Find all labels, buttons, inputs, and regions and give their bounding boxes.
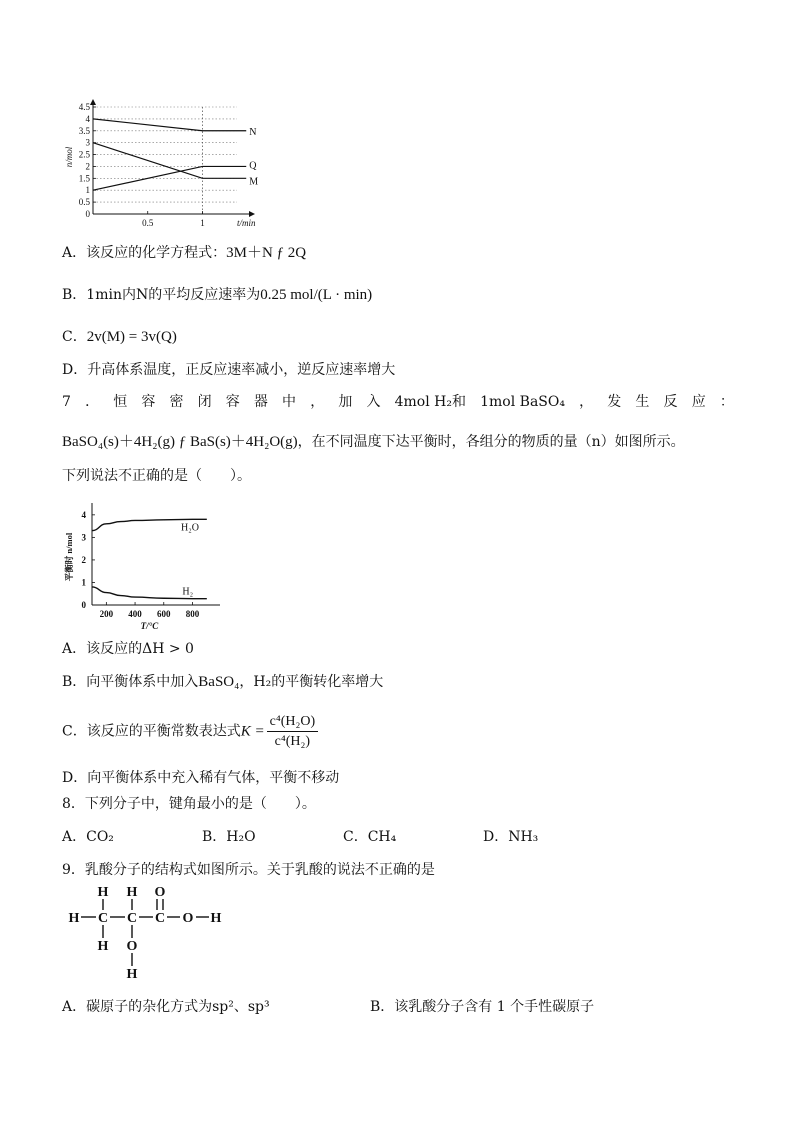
q7-c-text: C．该反应的平衡常数表达式 — [62, 723, 241, 740]
q7-stem-line1 — [62, 393, 734, 411]
q6-b-text: 1min内N的平均反应速率为 — [86, 287, 261, 303]
x-tick-label: 400 — [128, 609, 142, 619]
series-label-N: N — [249, 126, 257, 138]
q6-c-equation: 2v(M) = 3v(Q) — [86, 329, 177, 345]
y-tick-label: 1 — [85, 185, 90, 196]
y-axis-label: 平衡时 n/mol — [64, 532, 74, 582]
lactic-acid-structure — [64, 882, 234, 982]
y-tick-label: 4 — [81, 509, 86, 520]
y-tick-label: 1.5 — [78, 173, 90, 184]
y-tick-label: 3 — [85, 137, 90, 148]
q7-b-text2: ，H₂的平衡转化率增大 — [239, 674, 384, 690]
q8-option-a: A．CO₂ — [62, 829, 114, 845]
x-tick-label: 600 — [157, 609, 171, 619]
q7-stem-part: 恒 — [113, 394, 128, 410]
atom-h-top-1: H — [97, 885, 109, 900]
y-axis-arrow — [90, 99, 96, 105]
chart-n-vs-t — [62, 97, 272, 227]
x-tick-label: 1 — [200, 218, 205, 227]
q8-option-b: B．H₂O — [202, 829, 256, 845]
chart1-grid — [93, 107, 237, 214]
atom-c2: C — [126, 911, 138, 926]
q7-stem-part: 容 — [141, 394, 156, 410]
series-label-Q: Q — [249, 160, 257, 172]
bonds — [81, 899, 209, 966]
x-tick-label: 200 — [99, 609, 114, 619]
q7-c-k: K = — [240, 723, 265, 740]
series-label-H2: H₂ — [182, 586, 194, 598]
y-tick-label: 4 — [85, 113, 90, 124]
q6-option-a — [62, 244, 306, 262]
q6-option-c — [62, 328, 177, 346]
atom-h-hydroxyl: H — [126, 967, 138, 982]
y-tick-label: 2 — [81, 554, 86, 565]
y-tick-label: 0 — [81, 600, 86, 610]
q7-stem-part: ， — [310, 394, 325, 410]
q7-b-text: B．向平衡体系中加入 — [62, 674, 199, 690]
x-axis-arrow — [249, 211, 255, 217]
q7-stem-part: ： — [719, 394, 734, 410]
series-label-M: M — [249, 176, 259, 188]
q9-option-a: A．碳原子的杂化方式为sp²、sp³ — [62, 999, 270, 1015]
atom-h-left: H — [68, 911, 80, 926]
y-tick-label: 0 — [85, 209, 90, 219]
q7-stem-part: 中 — [282, 394, 297, 410]
q7-stem-text: ，在不同温度下达平衡时，各组分的物质的量（n）如图所示。 — [297, 434, 685, 450]
q7-stem-part: 生 — [635, 394, 650, 410]
q7-stem-part: 应 — [691, 394, 706, 410]
q7-stem-part: 入 — [366, 394, 381, 410]
y-tick-label: 2.5 — [78, 149, 90, 160]
q7-stem-part: 加 — [338, 394, 353, 410]
chart2-series — [92, 519, 207, 598]
atom-c1: C — [97, 911, 109, 926]
x-tick-label: 0.5 — [142, 218, 154, 227]
atom-o-hydroxyl: O — [126, 939, 138, 954]
q6-b-rate: 0.25 mol/(L · min) — [260, 287, 373, 303]
q9-option-b: B．该乳酸分子含有 1 个手性碳原子 — [370, 999, 595, 1015]
q7-stem-part: ． — [85, 394, 100, 410]
q7-c-numerator: c⁴(H₂O) — [267, 713, 319, 732]
atom-h-bottom-1: H — [97, 939, 109, 954]
q7-stem-line3: 下列说法不正确的是（ ）。 — [62, 468, 251, 484]
q7-option-d: D．向平衡体系中充入稀有气体，平衡不移动 — [62, 770, 340, 786]
x-tick-label: 800 — [185, 609, 200, 619]
q7-stem-part: 1mol BaSO₄ — [480, 394, 565, 410]
q7-stem-part: 闭 — [197, 394, 212, 410]
x-axis-label: T/°C — [140, 621, 159, 631]
y-tick-label: 3.5 — [78, 125, 90, 136]
chart1-ticks — [79, 102, 205, 227]
q7-stem-part: 容 — [225, 394, 240, 410]
q7-stem-part: 器 — [253, 394, 268, 410]
q6-c-label: C． — [62, 329, 87, 345]
q7-c-fraction — [267, 713, 319, 750]
q7-b-formula: BaSO₄ — [198, 674, 240, 690]
q7-stem-line2 — [62, 433, 685, 451]
q7-stem-part: 密 — [169, 394, 184, 410]
series-line-N — [93, 119, 246, 131]
q6-a-text: A．该反应的化学方程式： — [62, 245, 227, 261]
q8-stem: 8．下列分子中，键角最小的是（ ）。 — [62, 796, 316, 812]
q7-option-b — [62, 673, 383, 691]
y-tick-label: 2 — [85, 161, 90, 172]
q7-stem-part: ， — [579, 394, 594, 410]
atom-h-top-2: H — [126, 885, 138, 900]
atom-o-carbonyl: O — [154, 885, 166, 900]
y-tick-label: 0.5 — [78, 197, 90, 208]
q6-a-equation: 3M＋N ƒ 2Q — [226, 245, 307, 261]
q8-option-d: D．NH₃ — [483, 829, 539, 845]
q7-option-a: A．该反应的ΔH > 0 — [62, 641, 194, 657]
y-tick-label: 3 — [81, 532, 86, 543]
atom-h-acid: H — [210, 911, 222, 926]
chart-n-vs-T — [62, 497, 232, 632]
series-label-H2O: H₂O — [180, 522, 199, 534]
y-tick-label: 1 — [81, 577, 86, 588]
chart1-axes — [64, 99, 259, 227]
y-axis-label: n/mol — [64, 146, 74, 168]
q8-option-c: C．CH₄ — [343, 829, 397, 845]
q7-stem-part: 7 — [62, 394, 71, 410]
q9-stem: 9．乳酸分子的结构式如图所示。关于乳酸的说法不正确的是 — [62, 862, 435, 878]
q7-c-denominator: c⁴(H₂) — [274, 734, 311, 749]
q7-stem-part: 发 — [607, 394, 622, 410]
q7-stem-part: 反 — [663, 394, 678, 410]
q7-equation: BaSO₄(s)＋4H₂(g) ƒ BaS(s)＋4H₂O(g) — [62, 434, 298, 450]
y-tick-label: 4.5 — [78, 102, 90, 112]
q7-stem-part: 4mol H₂和 — [394, 394, 466, 410]
atom-c3: C — [154, 911, 166, 926]
q7-option-c — [62, 713, 318, 750]
x-axis-label: t/min — [237, 218, 256, 227]
q6-option-d: D．升高体系温度，正反应速率减小，逆反应速率增大 — [62, 362, 396, 378]
atom-o-acid: O — [182, 911, 194, 926]
q6-b-label: B． — [62, 287, 87, 303]
q6-option-b — [62, 286, 372, 304]
